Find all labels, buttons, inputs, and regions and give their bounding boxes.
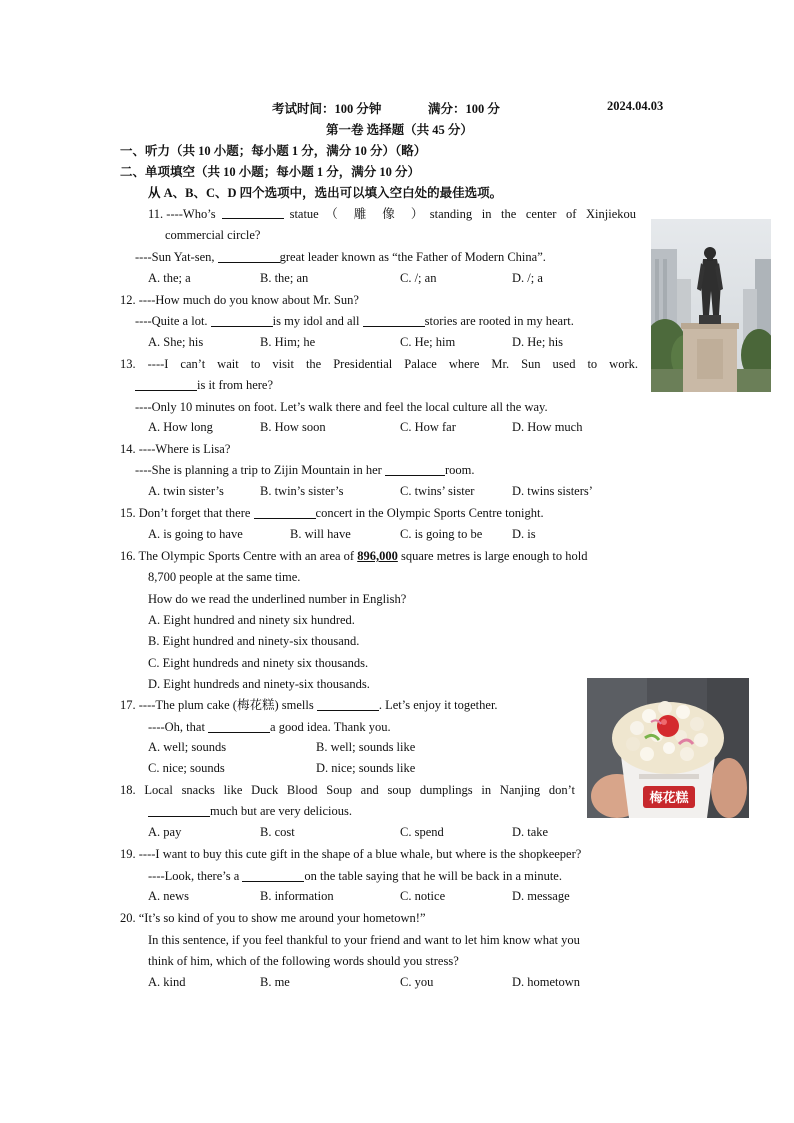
q13-blank: [135, 376, 197, 391]
q12-option-a: A. She; his: [148, 335, 204, 349]
q13-option-c: C. How far: [400, 420, 456, 434]
q17-text-a: 17. ----The plum cake (梅花糕) smells: [120, 698, 314, 712]
section-listening: 一、听力（共 10 小题；每小题 1 分，满分 10 分）（略）: [120, 144, 427, 158]
q11-text-a: 11. ----Who’s: [148, 207, 216, 221]
question-19: 19. ----I want to buy this cute gift in the shape of a blue whale, but where is the shopkeeper?: [120, 847, 582, 861]
q17-option-c: C. nice; sounds: [148, 761, 225, 775]
q19-text-b: on the table saying that he will be back in a minute.: [304, 869, 562, 883]
q17-option-a: A. well; sounds: [148, 740, 227, 754]
statue-illustration: [651, 219, 771, 392]
q16-option-d: D. Eight hundreds and ninety-six thousands.: [148, 677, 370, 691]
q20-line3: think of him, which of the following words should you stress?: [148, 954, 459, 968]
q18-text: much but are very delicious.: [210, 804, 352, 818]
q14-blank: [385, 461, 445, 476]
q17-text-d: a good idea. Thank you.: [270, 720, 391, 734]
q18-option-a: A. pay: [148, 825, 182, 839]
q15-blank: [254, 504, 316, 519]
q14-line2: [135, 460, 474, 481]
q13-text: is it from here?: [197, 378, 274, 392]
q17-line2: [148, 717, 391, 738]
q16-line3: How do we read the underlined number in English?: [148, 592, 407, 606]
question-15: [120, 503, 544, 524]
q13-option-b: B. How soon: [260, 420, 326, 434]
statue-photo: [651, 219, 771, 392]
q11-blank: [222, 204, 284, 219]
plum-cake-illustration: [587, 678, 749, 818]
q17-option-d: D. nice; sounds like: [316, 761, 416, 775]
q17-text-b: . Let’s enjoy it together.: [378, 698, 498, 712]
q11-answer-a: ----Sun Yat-sen,: [135, 250, 215, 264]
q16-underlined-number: 896,000: [357, 549, 398, 563]
q17-option-b: B. well; sounds like: [316, 740, 416, 754]
q12-blank2: [363, 312, 425, 327]
q16-option-b: B. Eight hundred and ninety-six thousand.: [148, 634, 360, 648]
q16-text-b: square metres is large enough to hold: [400, 549, 588, 563]
q15-option-b: B. will have: [290, 527, 351, 541]
q11-blank2: [218, 248, 280, 263]
question-20: 20. “It’s so kind of you to show me around your hometown!”: [120, 911, 426, 925]
q18-line2: [148, 801, 352, 822]
question-12: 12. ----How much do you know about Mr. Sun?: [120, 293, 359, 307]
q17-blank2: [208, 718, 270, 733]
q20-option-c: C. you: [400, 975, 434, 989]
section-single-choice: 二、单项填空（共 10 小题；每小题 1 分，满分 10 分）: [120, 165, 421, 179]
q19-text-a: ----Look, there’s a: [148, 869, 240, 883]
q17-text-c: ----Oh, that: [148, 720, 205, 734]
q14-text-a: ----She is planning a trip to Zijin Mountain in her: [135, 463, 382, 477]
q17-blank1: [317, 696, 379, 711]
q20-line2: In this sentence, if you feel thankful to your friend and want to let him know what you: [148, 933, 580, 947]
q13-line2: [135, 375, 273, 396]
q20-option-d: D. hometown: [512, 975, 581, 989]
q15-text-b: concert in the Olympic Sports Centre tonight.: [315, 506, 544, 520]
q13-line3: ----Only 10 minutes on foot. Let’s walk there and feel the local culture all the way.: [135, 400, 548, 414]
q15-option-d: D. is: [512, 527, 536, 541]
q12-text-b: is my idol and all: [272, 314, 360, 328]
q12-text-a: ----Quite a lot.: [135, 314, 208, 328]
q15-text-a: 15. Don’t forget that there: [120, 506, 251, 520]
q12-text-c: stories are rooted in my heart.: [424, 314, 574, 328]
q15-option-c: C. is going to be: [400, 527, 483, 541]
q13-option-a: A. How long: [148, 420, 213, 434]
q18-option-b: B. cost: [260, 825, 295, 839]
q11-option-c: C. /; an: [400, 271, 437, 285]
volume-title: 第一卷 选择题（共 45 分）: [326, 123, 473, 137]
q19-line2: [148, 866, 562, 887]
q11-line3: [135, 247, 546, 268]
q19-option-d: D. message: [512, 889, 570, 903]
q12-blank1: [211, 312, 273, 327]
q11-text-b: statue（ 雕 像 ）standing in the center of Xinjiekou: [289, 207, 636, 221]
q11-answer-b: great leader known as “the Father of Modern China”.: [279, 250, 546, 264]
q14-option-b: B. twin’s sister’s: [260, 484, 344, 498]
question-14: 14. ----Where is Lisa?: [120, 442, 231, 456]
q11-option-b: B. the; an: [260, 271, 309, 285]
plum-cake-photo: [587, 678, 749, 818]
q19-option-c: C. notice: [400, 889, 446, 903]
q14-option-c: C. twins’ sister: [400, 484, 475, 498]
q15-option-a: A. is going to have: [148, 527, 243, 541]
q12-line2: [135, 311, 574, 332]
q11-option-a: A. the; a: [148, 271, 191, 285]
q18-option-d: D. take: [512, 825, 549, 839]
q20-option-a: A. kind: [148, 975, 186, 989]
q16-line2: 8,700 people at the same time.: [148, 570, 301, 584]
full-marks: 满分：100 分: [428, 102, 500, 116]
q12-option-d: D. He; his: [512, 335, 564, 349]
question-17: [120, 695, 498, 716]
q11-line2: commercial circle?: [165, 228, 261, 242]
exam-time: 考试时间：100 分钟: [272, 102, 382, 116]
q13-option-d: D. How much: [512, 420, 583, 434]
question-18: 18. Local snacks like Duck Blood Soup and soup dumplings in Nanjing don’t: [120, 783, 575, 797]
q12-option-b: B. Him; he: [260, 335, 316, 349]
question-13: 13. ----I can’t wait to visit the Presidential Palace where Mr. Sun used to work.: [120, 357, 638, 371]
q18-option-c: C. spend: [400, 825, 444, 839]
q14-option-d: D. twins sisters’: [512, 484, 593, 498]
q14-option-a: A. twin sister’s: [148, 484, 224, 498]
section-instruction: 从 A、B、C、D 四个选项中，选出可以填入空白处的最佳选项。: [148, 186, 503, 200]
q18-blank: [148, 802, 210, 817]
q19-option-b: B. information: [260, 889, 334, 903]
q19-blank: [242, 867, 304, 882]
q20-option-b: B. me: [260, 975, 290, 989]
q16-text-a: 16. The Olympic Sports Centre with an area of: [120, 549, 355, 563]
q12-option-c: C. He; him: [400, 335, 456, 349]
q16-option-a: A. Eight hundred and ninety six hundred.: [148, 613, 355, 627]
q16-option-c: C. Eight hundreds and ninety six thousands.: [148, 656, 369, 670]
question-16: [120, 546, 588, 567]
q11-option-d: D. /; a: [512, 271, 543, 285]
cake-label-text: 梅花糕: [649, 791, 689, 806]
q14-text-b: room.: [444, 463, 475, 477]
question-11: [148, 204, 636, 225]
q19-option-a: A. news: [148, 889, 189, 903]
exam-date: 2024.04.03: [607, 99, 664, 113]
